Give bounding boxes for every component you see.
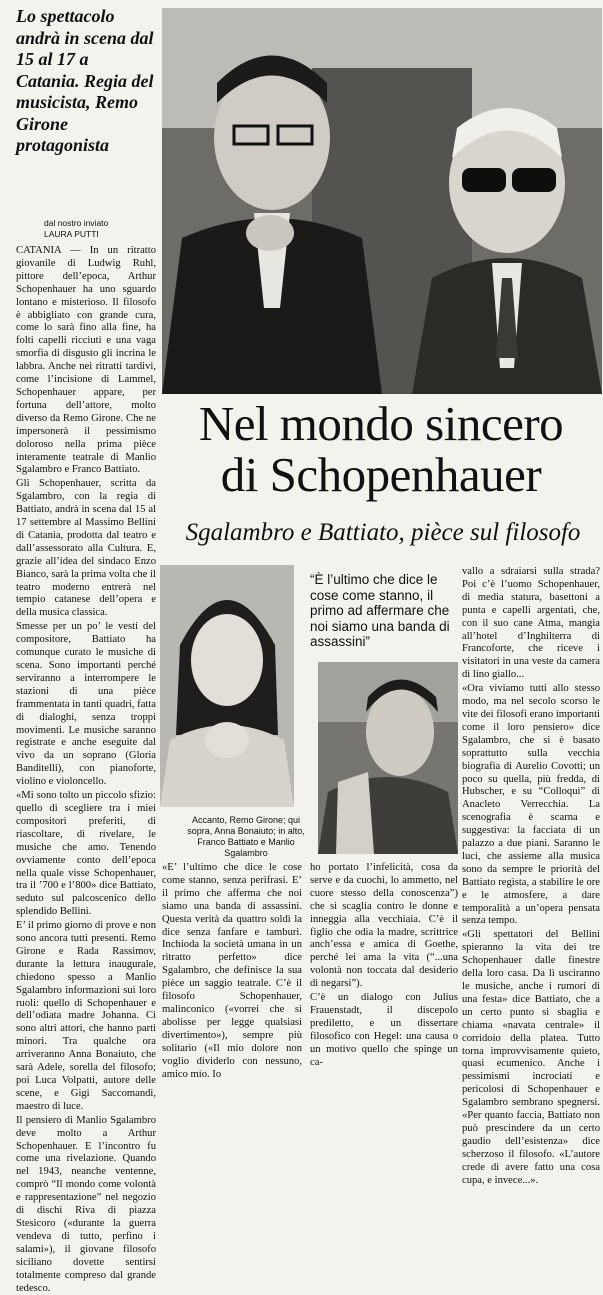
paragraph: Gli Schopenhauer, scritta da Sgalambro, con la regia di Battiato, andrà in scena dal 15 al 17 settembre al Massimo Bellini di Catania, prodotta dal teatro e dall’assessorato alla Cultura. E, grazie all’idea del sindaco Enzo Bianco, sarà la prima volta che il teatro moderno entrerà nel tempio catanese dell’opera e della musica classica.	[16, 478, 156, 619]
byline-label: dal nostro inviato	[44, 218, 109, 228]
byline-author: LAURA PUTTI	[44, 228, 99, 239]
paragraph: «Gli spettatori del Bellini spieranno la vita dei tre Schopenhauer dalle finestre della loro casa. Da lì usciranno le musiche, anche i rumori di una festa» dice Battiato, che a un certo punto si sbaglia e chiama «navata centrale» il corridoio della platea. Tutto torna improvvisamente quieto, quasi ecumenico. Anche i pessimismi incrociati e pericolosi di Schopenhauer e Sgalambro sembrano spegnersi. «Per quanto faccia, Battiato non può prescindere da un certo gaudio dell’esistenza» dice scherzoso il filosofo. «L’autore crede di avere fatto una cosa cupa, e invece...».	[462, 929, 600, 1186]
paragraph: E’ il primo giorno di prove e non sono ancora tutti presenti. Remo Girone e Rada Rassimov, durante la lettura inaugurale, chiedono spesso a Manlio Sgalambro informazioni sui loro ruoli: quello di Schopenhauer e dell’odiata madre Johanna. Ci sono altri attori, che hanno parti minori. Tra qualche ora arriveranno Anna Bonaiuto, che sarà Adele, sorella del filosofo; poi Luca Volpatti, autore delle scene, e Gigi Saccomandi, maestro di luce.	[16, 920, 156, 1112]
paragraph: «Ora viviamo tutti allo stesso modo, ma nel secolo scorso le vite dei filosofi erano importanti come il loro pensiero» dice Sgalambro, che si è basato soprattutto sulla vecchia biografia di Aurelio Covotti; un poco su quella, più fredda, di Hubscher, e su “Colloqui” di Anacleto Verrecchia. La scenografia è scarna e suggestiva: la facciata di un palazzo a due piani. Saranno le luci, che assieme alla musica sono da sempre le priorità del Battiato regista, a stabilire le ore e le atmosfere, a dare temporalità a un’opera pensata senza tempo.	[462, 683, 600, 927]
paragraph: Il pensiero di Manlio Sgalambro deve molto a Arthur Schopenhauer. E l’incontro fu come una rivelazione. Quando nel 1943, neanche ventenne, comprò “Il mondo come volontà e rappresentazione” nel negozio di dischi Riva di piazza Stesicoro («durante la guerra vendeva di tutto, perfino i salami»), il giovane filosofo siciliano dovette sentirsi totalmente compreso dal grande tedesco.	[16, 1114, 156, 1294]
top-photo	[162, 8, 602, 394]
photo-caption: Accanto, Remo Girone; qui sopra, Anna Bonaiuto; in alto, Franco Battiato e Manlio Sgalambro	[187, 815, 305, 858]
portrait-woman	[160, 565, 294, 807]
paragraph: Smesse per un po’ le vesti del compositore, Battiato ha comunque curato le musiche di scena. Sono importanti perché serviranno a interrompere le stazioni di una pièce frammentata in tanti quadri, fatta di dialoghi, senza troppi movimenti. Le musiche saranno registrate e anche eseguite dal vivo da un soprano (Gloria Banditelli), con pianoforte, violino e violoncello.	[16, 621, 156, 788]
paragraph: vallo a sdraiarsi sulla strada? Poi c’è l’uomo Schopenhauer, di media statura, basettoni a punta e capelli argentati, che, con il suo cane Atma, mangia all’hotel d’Inghilterra di Francoforte, che riceve i visitatori in una veste da camera di lino giallo...	[462, 566, 600, 681]
paragraph: «E’ l’ultimo che dice le cose come stanno, senza perifrasi. E’ il primo che afferma che noi siamo una banda di assassini. Questa verità da quattro soldi la dice senza fanfare e tamburi. Inchioda la società umana in un ritratto perfetto» dice Sgalambro, che definisce la sua pièce un saggio teatrale. C’è il filosofo Schopenhauer, malinconico («vorrei che si abolisse per legge qualsiasi divertimento»), sempre più solitario («Il mio dolore non voglio dividerlo con nessuno, amico mio. Io	[162, 862, 302, 1080]
byline	[44, 218, 154, 239]
headline	[162, 398, 600, 500]
paragraph: C’è un dialogo con Julius Frauenstadt, il discepolo prediletto, e un dissertare filosofico con Hegel: una causa o un motivo quello che spinge un ca-	[310, 992, 458, 1068]
headline-line-2: di Schopenhauer	[220, 447, 542, 502]
portrait-man	[318, 662, 458, 854]
photo-battiato-sgalambro	[162, 8, 602, 394]
pull-quote: “È l’ultimo che dice le cose come stanno, il primo ad affermare che noi siamo una banda di assassini”	[310, 572, 450, 649]
kicker-text: Lo spettacolo andrà in scena dal 15 al 17 a Catania. Regia del musicista, Remo Girone protagonista	[16, 6, 154, 155]
headline-line-1: Nel mondo sincero	[198, 396, 564, 451]
subheadline: Sgalambro e Battiato, pièce sul filosofo	[185, 519, 581, 546]
left-column	[16, 245, 156, 1294]
photo-anna-bonaiuto	[160, 565, 294, 807]
center-column-2	[310, 862, 458, 1068]
center-column	[162, 862, 302, 1080]
paragraph: CATANIA — In un ritratto giovanile di Ludwig Ruhl, pittore dell’epoca, Arthur Schopenhauer ha uno sguardo lontano e misterioso. Il filosofo è abbigliato con grande cura, come lo sarà fino alla fine, ha folti capelli ricciuti e una vaga smorfia di disgusto gli incrina le labbra. Anche nei ritratti tardivi, come l’incisione di Lammel, Schopenhauer appare, per fortuna dell’attore, molto diverso da Remo Girone. Che ne impersonerà il pessimismo doloroso nella prima pièce interamente teatrale di Manlio Sgalambro e Franco Battiato.	[16, 245, 156, 476]
paragraph: «Mi sono tolto un piccolo sfizio: quello di scegliere tra i miei compositori preferiti, di riascoltare, di rivelare, le musiche che amo. Tenendo ovviamente conto dell’epoca nella quale visse Schopenhauer, tra il ’700 e l’800» dice Battiato, seduto sul palcoscenico dello splendido Bellini.	[16, 790, 156, 918]
paragraph: ho portato l’infelicità, cosa da serve e da cuochi, lo ammetto, nel cuore stesso della conoscenza”) che si scaglia contro le donne e inneggia alla vecchiaia. C’è il figlio che odia la madre, scrittrice anch’essa e amica di Goethe, perché lei ama la vita (“...una volontà non toccata dal desiderio di negarsi”).	[310, 862, 458, 990]
right-column	[462, 566, 600, 1186]
photo-remo-girone	[318, 662, 458, 854]
